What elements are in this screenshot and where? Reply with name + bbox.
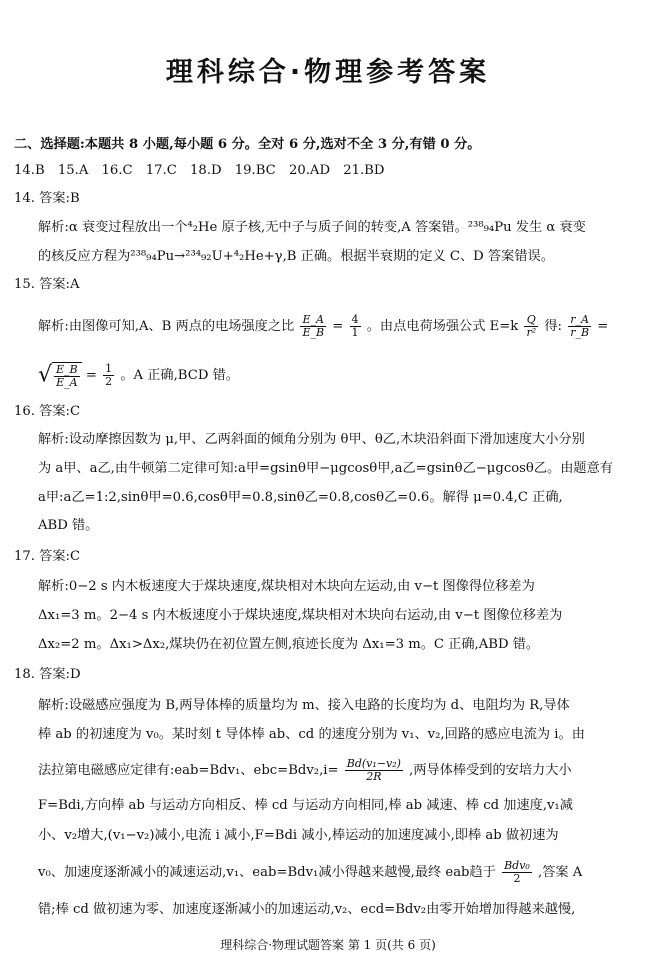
q16-explanation-line1: 解析:设动摩擦因数为 μ,甲、乙两斜面的倾角分别为 θ甲、θ乙,木块沿斜面下滑加速度大小分别: [38, 432, 585, 447]
q15-explanation-line1: [38, 314, 608, 339]
q18-explanation-line5: 小、v₂增大,(v₁−v₂)减小,电流 i 减小,F=Bdi 减小,棒运动的加速度减小,即棒 ab 做初速为: [38, 828, 559, 843]
q14-explanation-line2: 的核反应方程为²³⁸₉₄Pu→²³⁴₉₂U+⁴₂He+γ,B 正确。根据半衰期的定义 C、D 答案错误。: [38, 249, 554, 264]
q18-current-fraction: $\frac{\text{Bd(v₁−v₂)}}{2R}$: [346, 757, 401, 783]
q15-sqrt-expression: √ $\frac{E\_B}{E\_A}$: [38, 362, 82, 389]
q15-radius-fraction: $\frac{r\_A}{r\_B}$: [570, 313, 590, 339]
q18-limit-fraction: $\frac{\text{Bdv₀}}{2}$: [504, 859, 530, 885]
q15-heading: 15. 答案:A: [14, 277, 80, 292]
q17-explanation-line1: 解析:0−2 s 内木板速度大于煤块速度,煤块相对木块向左运动,由 v−t 图像得位移差为: [38, 579, 535, 594]
q18-explanation-line2: 棒 ab 的初速度为 v₀。某时刻 t 导体棒 ab、cd 的速度分别为 v₁、v₂,回路的感应电流为 i。由: [38, 727, 585, 742]
q18-explanation-line6: [38, 860, 582, 885]
q15-four-over-one: $\frac{4}{1}$: [351, 313, 359, 339]
q18-text-b: ,两导体棒受到的安培力大小: [409, 763, 572, 778]
q15-explanation-line2: [38, 362, 239, 389]
q16-explanation-line3: a甲:a乙=1:2,sinθ甲=0.6,cosθ甲=0.8,sinθ乙=0.8,cosθ乙=0.6。解得 μ=0.4,C 正确,: [38, 490, 563, 505]
q15-text-d: =: [597, 319, 609, 334]
q15-half-fraction: $\frac{1}{2}$: [105, 362, 113, 388]
page-footer: 理科综合·物理试题答案 第 1 页(共 6 页): [220, 938, 436, 952]
q15-text-c: 得:: [544, 319, 562, 334]
q14-explanation-line1: 解析:α 衰变过程放出一个⁴₂He 原子核,无中子与质子间的转变,A 答案错。²³⁸₉₄Pu 发生 α 衰变: [38, 220, 586, 235]
q15-coulomb-fraction: $\frac{Q}{\text{r²}}$: [526, 313, 537, 339]
q14-heading: 14. 答案:B: [14, 191, 80, 206]
q16-heading: 16. 答案:C: [14, 404, 81, 419]
q18-text-c: v₀、加速度逐渐减小的减速运动,v₁、eab=Bdv₁减小得越来越慢,最终 eab趋于: [38, 865, 496, 880]
q18-explanation-line4: F=Bdi,方向棒 ab 与运动方向相反、棒 cd 与运动方向相同,棒 ab 减速、棒 cd 加速度,v₁减: [38, 798, 573, 813]
section-header: 二、选择题:本题共 8 小题,每小题 6 分。全对 6 分,选对不全 3 分,有错 0 分。: [14, 137, 481, 152]
q15-text-a: 解析:由图像可知,A、B 两点的电场强度之比: [38, 319, 295, 334]
q18-text-d: ,答案 A: [538, 865, 583, 880]
q18-heading: 18. 答案:D: [14, 667, 81, 682]
q15-conclusion: 。A 正确,BCD 错。: [120, 368, 239, 383]
q17-explanation-line2: Δx₁=3 m。2−4 s 内木板速度小于煤块速度,煤块相对木块向右运动,由 v−t 图像位移差为: [38, 608, 563, 623]
q16-explanation-line4: ABD 错。: [38, 518, 99, 533]
q16-explanation-line2: 为 a甲、a乙,由牛顿第二定律可知:a甲=gsinθ甲−μgcosθ甲,a乙=gsinθ乙−μgcosθ乙。由题意有: [38, 461, 613, 476]
answer-summary-row: 14.B 15.A 16.C 17.C 18.D 19.BC 20.AD 21.BD: [14, 163, 385, 178]
q15-equals: =: [332, 319, 344, 334]
q17-explanation-line3: Δx₂=2 m。Δx₁>Δx₂,煤块仍在初位置左侧,痕迹长度为 Δx₁=3 m。C 正确,ABD 错。: [38, 637, 540, 652]
q15-equals-2: =: [85, 368, 97, 383]
q18-explanation-line3: [38, 758, 572, 783]
q18-explanation-line7: 错;棒 cd 做初速为零、加速度逐渐减小的加速运动,v₂、ecd=Bdv₂由零开始增加得越来越慢,: [38, 902, 576, 917]
q18-explanation-line1: 解析:设磁感应强度为 B,两导体棒的质量均为 m、接入电路的长度均为 d、电阻均为 R,导体: [38, 698, 570, 713]
q17-heading: 17. 答案:C: [14, 549, 81, 564]
q15-ratio-fraction: $\frac{E\_A}{E\_B}$: [302, 313, 325, 339]
q15-text-b: 。由点电荷场强公式 E=k: [366, 319, 519, 334]
q18-text-a: 法拉第电磁感应定律有:eab=Bdv₁、ebc=Bdv₂,i=: [38, 763, 339, 778]
page-title: 理科综合·物理参考答案: [165, 57, 491, 88]
